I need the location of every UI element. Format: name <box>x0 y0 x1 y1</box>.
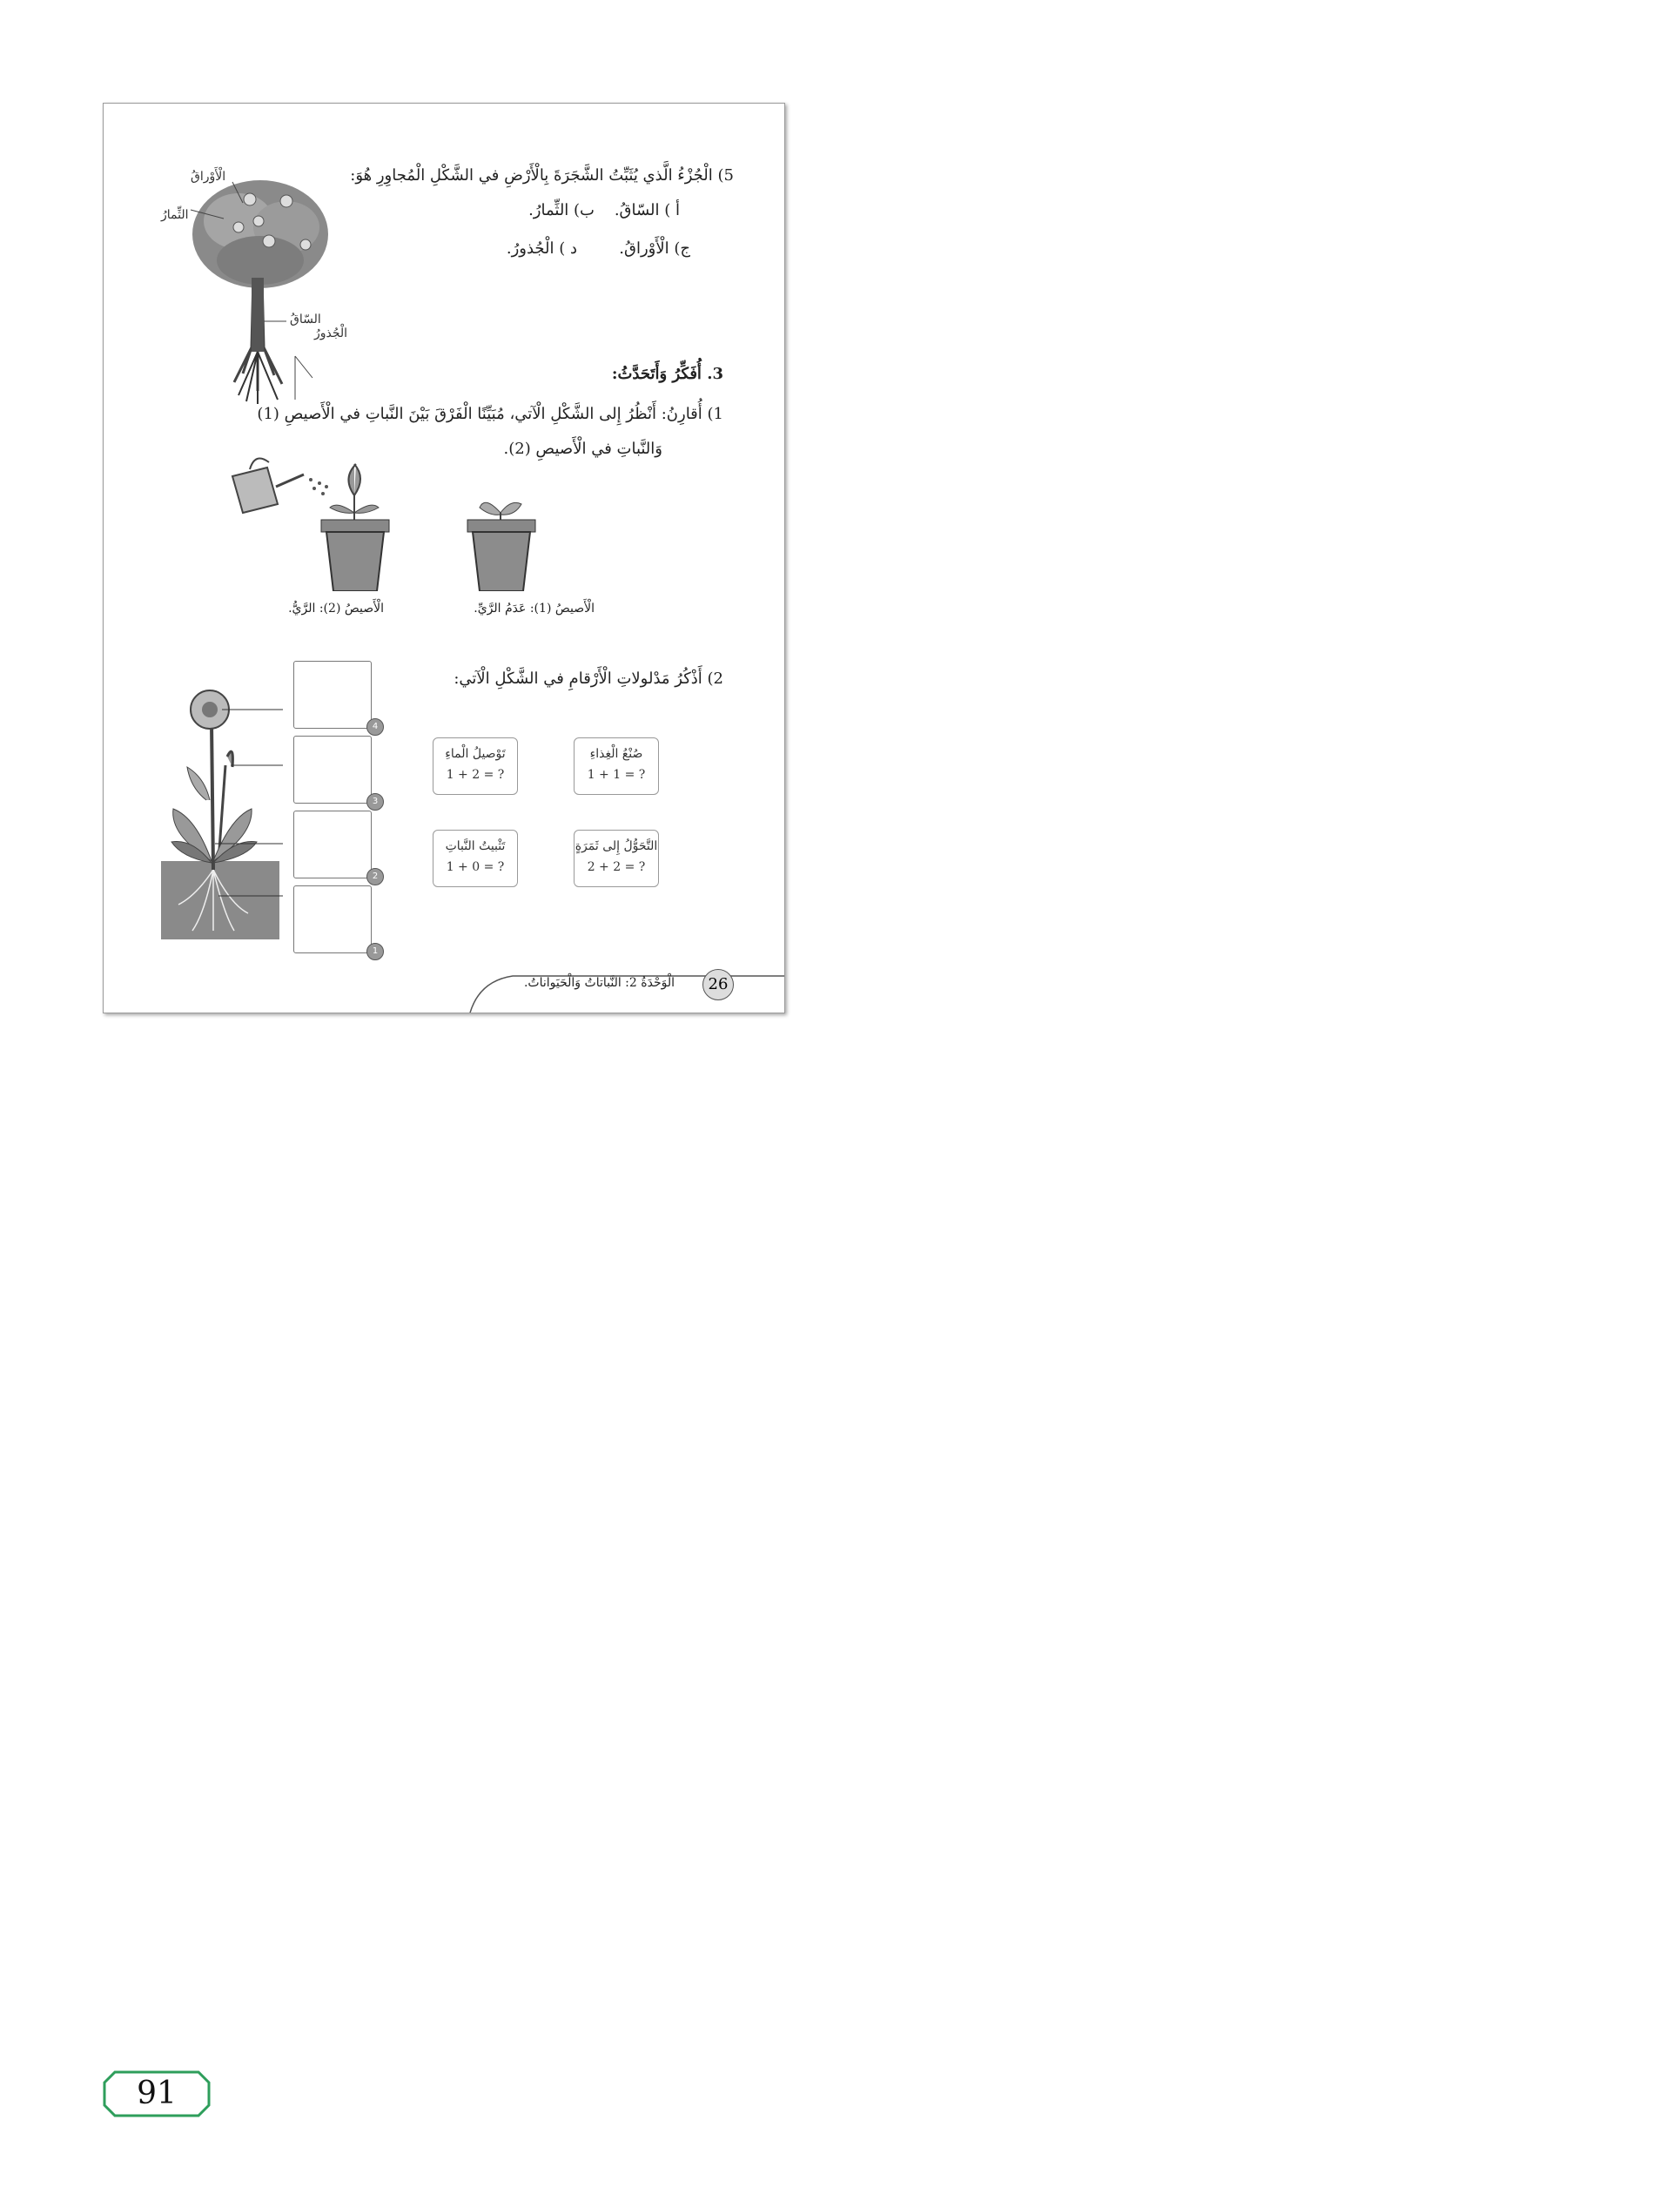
worksheet-page-number: 26 <box>702 969 734 1000</box>
answer-box-1 <box>293 885 372 953</box>
number-marker-3: 3 <box>366 793 384 811</box>
number-marker-1: 1 <box>366 943 384 960</box>
q3-title: 3. أُفَكِّرُ وَأَتَحَدَّثُ: <box>611 365 723 383</box>
hint-box-fruit <box>574 830 659 887</box>
hint-equation: 1 + 0 = ? <box>446 860 505 874</box>
page-number: 91 <box>137 2076 177 2111</box>
hint-box-anchor <box>433 830 518 887</box>
answer-box-4 <box>293 661 372 729</box>
hint-title: صُنْعُ الْغِذاءِ <box>589 747 643 761</box>
hint-equation: 1 + 1 = ? <box>587 768 646 782</box>
q3-part1-line2: وَالنَّباتِ في الْأَصيصِ (2). <box>503 440 662 458</box>
tree-illustration <box>156 147 365 408</box>
answer-box-2 <box>293 811 372 878</box>
pots-illustration <box>224 443 624 591</box>
q5-option-c: ج) الْأَوْراقُ. <box>619 239 690 258</box>
hint-title: التَّحَوُّلُ إِلى ثَمَرَةٍ <box>575 839 658 853</box>
worksheet-unit-title: الْوَحْدَةُ 2: النَّباتاتُ وَالْحَيَواناتُ. <box>523 976 675 990</box>
tree-label-fruits: الثِّمارُ <box>161 208 189 222</box>
q3-part1-line1: 1) أُقارِنُ: أَنْظُرُ إِلى الشَّكْلِ الْآتي، مُبَيِّنًا الْفَرْقَ بَيْنَ النَّباتِ في الْأَصيصِ (1) <box>257 405 723 423</box>
q5-option-a: أ ) السّاقُ. <box>614 201 680 219</box>
hint-box-food <box>574 737 659 795</box>
pot1-caption: الْأَصيصُ (1): عَدَمُ الرَّيِّ. <box>474 602 595 616</box>
worksheet-image <box>103 103 785 1013</box>
number-marker-4: 4 <box>366 718 384 736</box>
q5-question: 5) الْجُزْءُ الَّذي يُثَبِّتُ الشَّجَرَةَ بِالْأَرْضِ في الشَّكْلِ الْمُجاوِرِ هُوَ: <box>350 166 734 185</box>
worksheet-footer-rule <box>104 966 784 1013</box>
hint-title: تَثْبيتُ النَّباتِ <box>445 839 506 853</box>
page-number-badge <box>103 2070 211 2117</box>
hint-equation: 2 + 2 = ? <box>587 860 646 874</box>
tree-label-stem: السّاقُ <box>290 313 321 326</box>
q3-part2: 2) أَذْكُرُ مَدْلولاتِ الْأَرْقامِ في الشَّكْلِ الْآتي: <box>454 670 723 688</box>
hint-equation: 1 + 2 = ? <box>446 768 505 782</box>
pot2-caption: الْأَصيصُ (2): الرَّيُّ. <box>288 602 384 616</box>
hint-box-water <box>433 737 518 795</box>
tree-label-leaves: الْأَوْراقُ <box>191 170 226 184</box>
q5-option-b: ب) الثِّمارُ. <box>528 201 595 219</box>
q5-option-d: د ) الْجُذورُ. <box>506 239 577 258</box>
answer-box-3 <box>293 736 372 804</box>
hint-title: تَوْصيلُ الْماءِ <box>445 747 506 761</box>
tree-label-roots: الْجُذورُ <box>314 326 348 340</box>
number-marker-2: 2 <box>366 868 384 885</box>
